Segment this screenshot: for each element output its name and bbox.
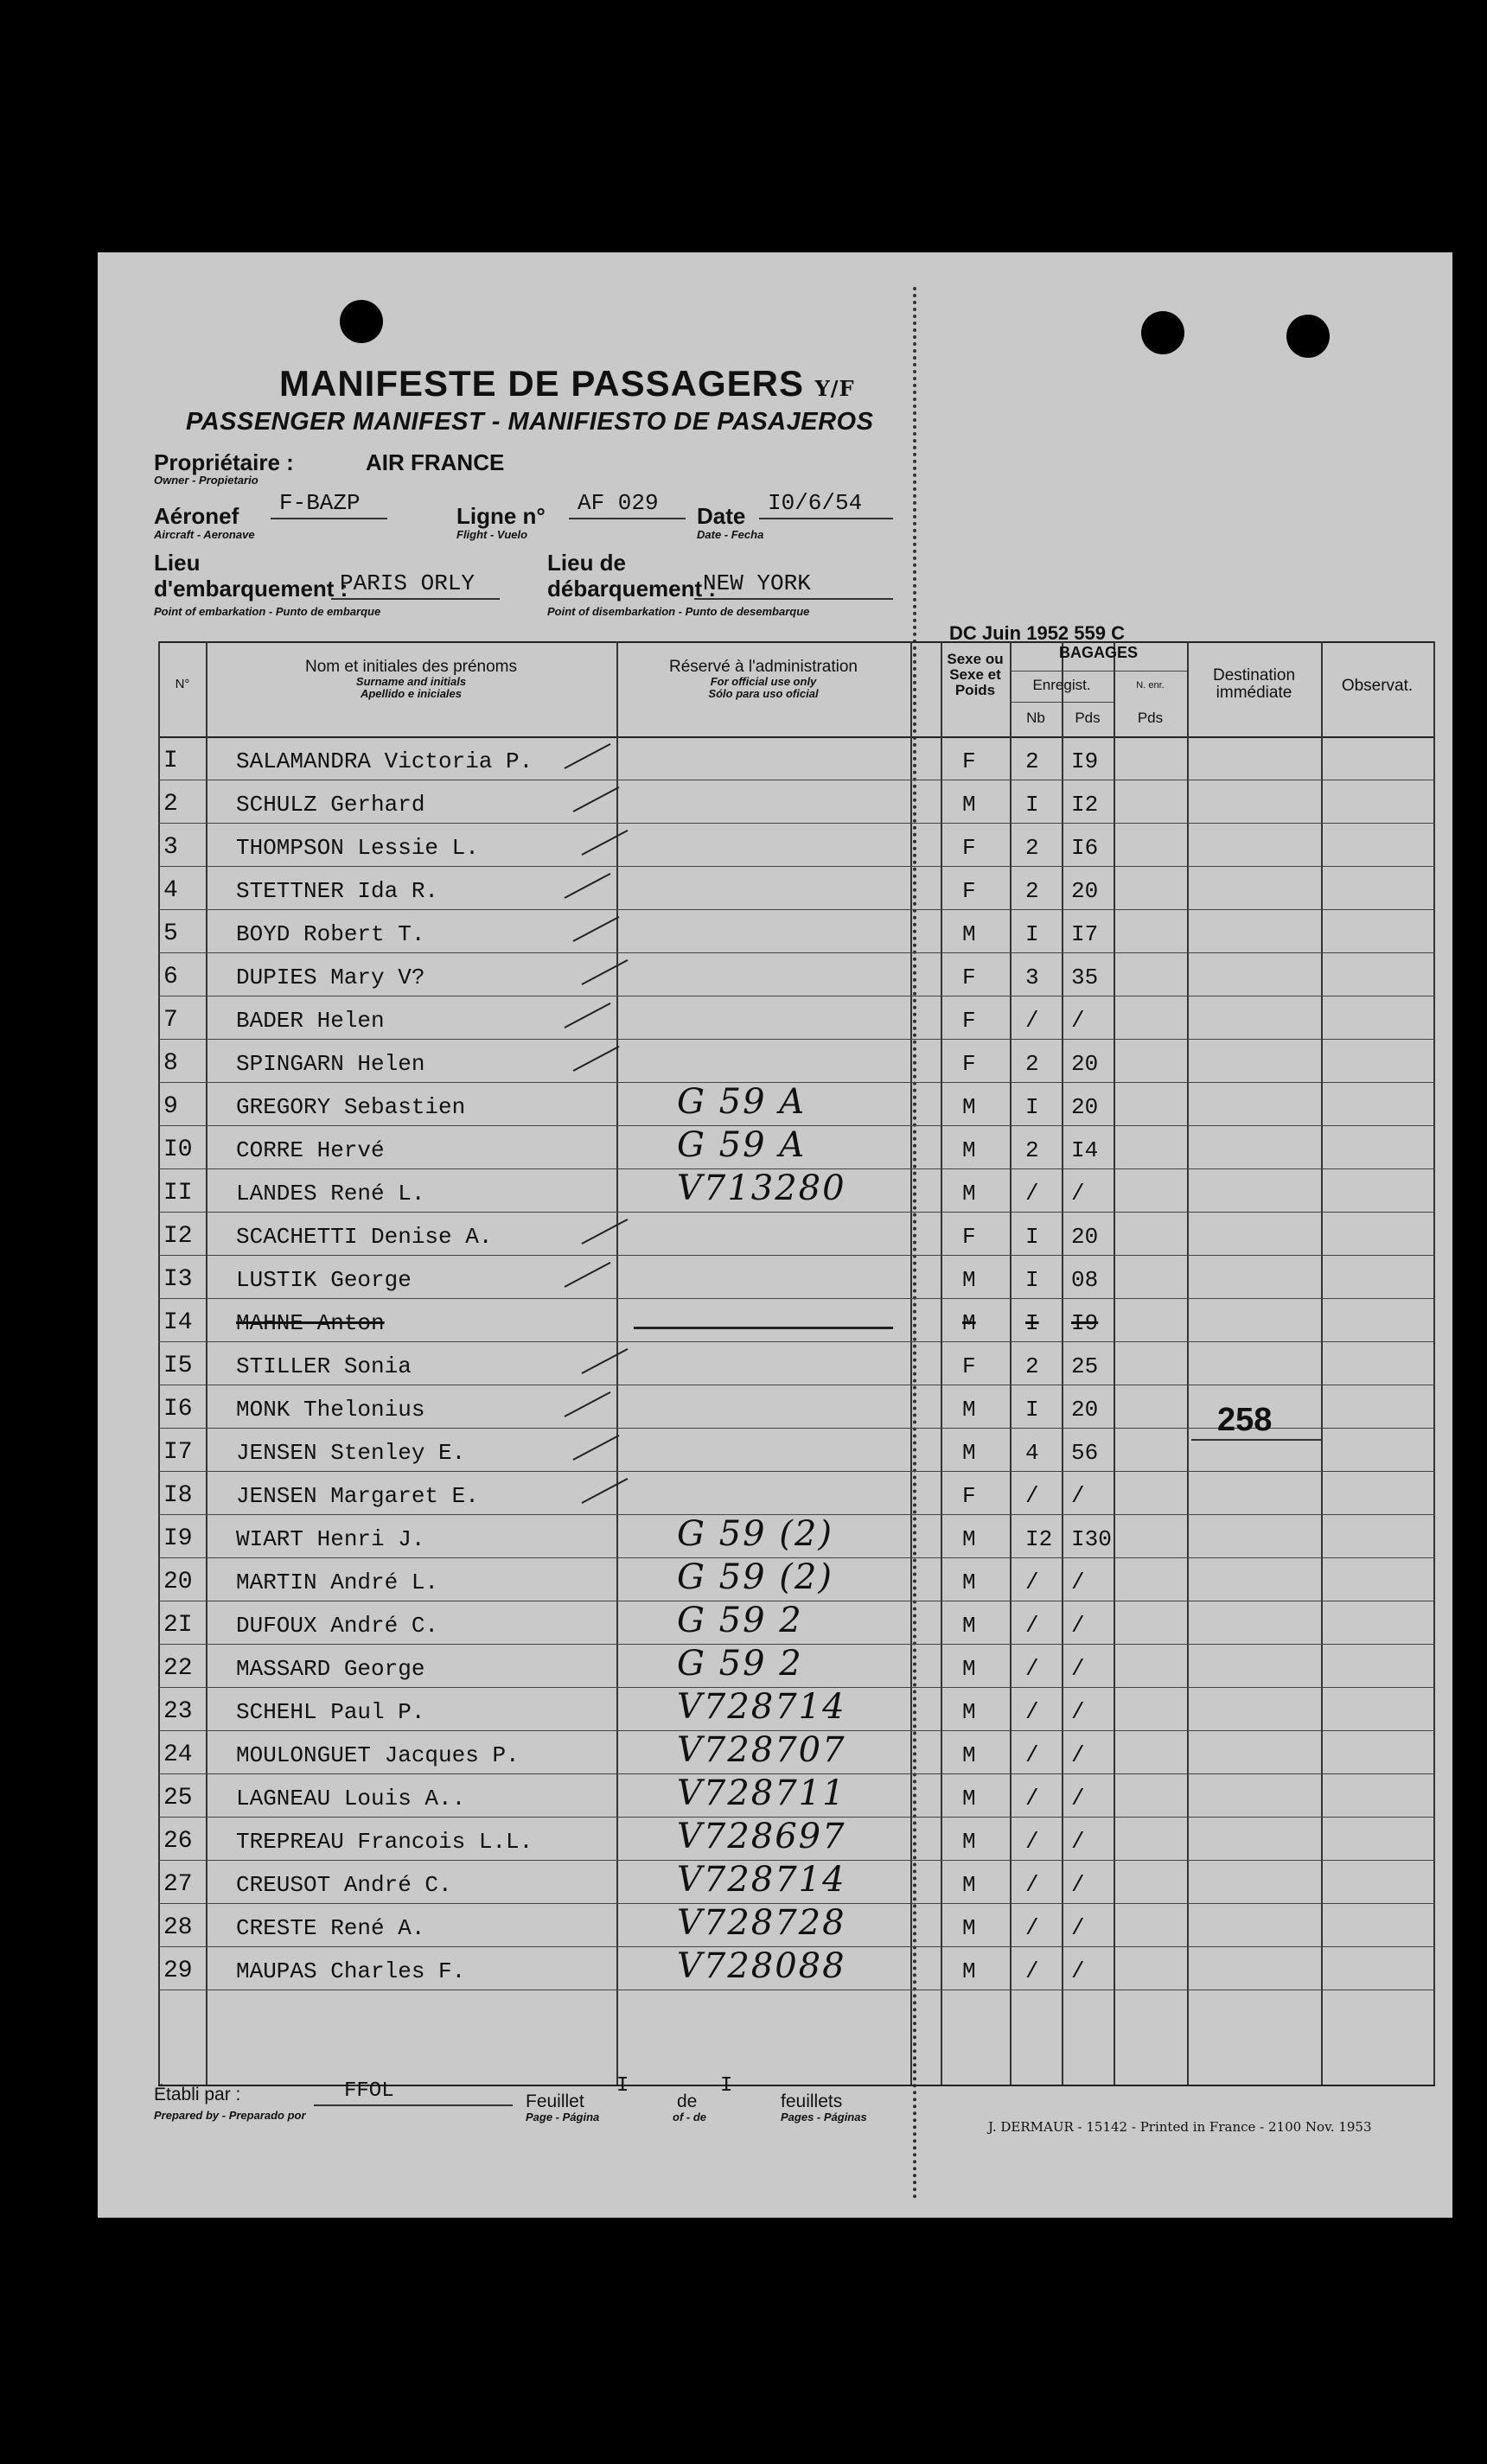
table-row [158,1903,1435,1946]
official-code: G 59 2 [677,1601,803,1640]
baggage-count: 2 [1025,1137,1039,1163]
passenger-name: TREPREAU Francois L.L. [236,1829,533,1855]
baggage-weight: / [1071,1786,1085,1811]
row-number: I7 [163,1439,193,1466]
header-enregist: Enregist. [1032,677,1091,693]
aircraft-value: F-BAZP [279,490,361,516]
aircraft-sub: Aircraft - Aeronave [154,528,255,541]
passenger-sex: M [962,1267,976,1293]
manifest-title [279,363,855,404]
passenger-name: MASSARD George [236,1656,425,1682]
baggage-weight: / [1071,1742,1085,1768]
baggage-weight: I9 [1071,1310,1099,1336]
baggage-count: I2 [1025,1526,1053,1552]
passenger-sex: M [962,1094,976,1120]
de-value: I [720,2074,733,2098]
owner-value: AIR FRANCE [366,449,505,475]
passenger-name: MARTIN André L. [236,1569,439,1595]
baggage-count: 2 [1025,878,1039,904]
official-code: G 59 2 [677,1644,803,1684]
passenger-name: SALAMANDRA Victoria P. [236,748,533,774]
official-code: V728714 [677,1860,846,1900]
baggage-count: / [1025,1483,1039,1509]
row-number: 24 [163,1741,193,1768]
passenger-name: JENSEN Margaret E. [236,1483,479,1509]
baggage-weight: I4 [1071,1137,1099,1163]
passenger-sex: F [962,1051,976,1077]
embark-sub: Point of embarkation - Punto de embarque [154,605,381,618]
row-number: I8 [163,1482,193,1509]
check-mark [565,1391,611,1417]
passenger-sex: M [962,921,976,947]
owner-label: Propriétaire : [154,449,294,475]
check-mark [582,830,629,856]
disembark-label: Lieu de débarquement : [547,550,717,602]
baggage-weight: / [1071,1656,1085,1682]
table-row [158,1860,1435,1903]
table-row [158,1644,1435,1687]
header-nb: Nb [1026,710,1045,726]
row-number: I5 [163,1353,193,1379]
check-mark [573,1435,620,1461]
check-mark [573,1046,620,1072]
official-code: V728697 [677,1817,846,1856]
table-row [158,1687,1435,1730]
table-row [158,1817,1435,1860]
baggage-count: / [1025,1008,1039,1034]
header-admin: Réservé à l'administration For official use only Sólo para uso oficial [669,658,858,700]
disembark-sub: Point of disembarkation - Punto de desembarque [547,605,810,618]
row-number: 4 [163,877,178,904]
baggage-count: / [1025,1181,1039,1207]
passenger-sex: M [962,1613,976,1639]
table-row [158,1125,1435,1168]
row-number: I4 [163,1309,193,1336]
header-observ: Observat. [1341,677,1414,695]
title-text: MANIFESTE DE PASSAGERS [279,363,804,404]
table-row [158,1039,1435,1082]
passenger-name: MOULONGUET Jacques P. [236,1742,520,1768]
passenger-sex: F [962,1224,976,1250]
baggage-weight: 56 [1071,1440,1099,1466]
baggage-weight: / [1071,1958,1085,1984]
check-mark [582,1348,629,1374]
row-number: I2 [163,1223,193,1250]
baggage-count: / [1025,1786,1039,1811]
feuillet-sub: Page - Página [526,2111,600,2123]
manifest-sheet [98,252,1452,2218]
baggage-count: / [1025,1656,1039,1682]
punch-hole [1141,311,1184,354]
passenger-table [158,641,1435,2085]
check-mark [565,1003,611,1028]
baggage-count: 2 [1025,748,1039,774]
baggage-count: / [1025,1613,1039,1639]
row-number: 8 [163,1050,178,1077]
passenger-name: SPINGARN Helen [236,1051,425,1077]
passenger-name: MAUPAS Charles F. [236,1958,466,1984]
passenger-name: STETTNER Ida R. [236,878,439,904]
baggage-weight: I6 [1071,835,1099,861]
table-row [158,1298,1435,1341]
row-number: I6 [163,1396,193,1423]
passenger-sex: M [962,1181,976,1207]
official-code: G 59 A [677,1125,807,1165]
printer-credit: J. DERMAUR - 15142 - Printed in France - 2100 Nov. 1953 [988,2119,1372,2135]
row-number: 20 [163,1569,193,1595]
feuillets-sub: Pages - Páginas [781,2111,867,2123]
header-pds: Pds [1075,710,1101,726]
date-label: Date [697,503,746,529]
passenger-name: THOMPSON Lessie L. [236,835,479,861]
baggage-count: I [1025,921,1039,947]
passenger-name: WIART Henri J. [236,1526,425,1552]
baggage-count: I [1025,1310,1039,1336]
baggage-weight: 35 [1071,965,1099,990]
baggage-weight: / [1071,1829,1085,1855]
feuillet-label: Feuillet [526,2092,584,2111]
baggage-weight: / [1071,1872,1085,1898]
passenger-sex: M [962,792,976,818]
check-mark [582,959,629,985]
baggage-weight: 20 [1071,1094,1099,1120]
passenger-sex: M [962,1569,976,1595]
baggage-count: / [1025,1872,1039,1898]
official-code: V713280 [677,1168,846,1208]
row-number: II [163,1180,193,1207]
table-row [158,1730,1435,1773]
header-sex: Sexe ou Sexe et Poids [947,651,1004,698]
passenger-name: JENSEN Stenley E. [236,1440,466,1466]
passenger-name: SCACHETTI Denise A. [236,1224,493,1250]
embark-value: PARIS ORLY [340,570,475,596]
passenger-name: DUPIES Mary V? [236,965,425,990]
table-row [158,1946,1435,1990]
row-number: 6 [163,964,178,990]
row-number: I9 [163,1525,193,1552]
punch-hole [1286,315,1330,358]
table-row [158,1212,1435,1255]
passenger-sex: M [962,1786,976,1811]
baggage-count: I [1025,1397,1039,1423]
table-row [158,823,1435,866]
row-number: 23 [163,1698,193,1725]
row-number: 3 [163,834,178,861]
baggage-count: I [1025,792,1039,818]
baggage-weight: 25 [1071,1353,1099,1379]
baggage-count: / [1025,1742,1039,1768]
passenger-sex: M [962,1137,976,1163]
table-row [158,1557,1435,1601]
table-row [158,1082,1435,1125]
baggage-weight: / [1071,1008,1085,1034]
row-number: 22 [163,1655,193,1682]
baggage-count: / [1025,1699,1039,1725]
table-row [158,952,1435,996]
table-row [158,1773,1435,1817]
passenger-name: CRESTE René A. [236,1915,425,1941]
passenger-sex: M [962,1829,976,1855]
date-sub: Date - Fecha [697,528,764,541]
check-mark [573,916,620,942]
baggage-count: 3 [1025,965,1039,990]
passenger-name: LANDES René L. [236,1181,425,1207]
passenger-sex: F [962,835,976,861]
punch-hole [340,300,383,343]
owner-sub: Owner - Propietario [154,474,258,487]
baggage-weight: I9 [1071,748,1099,774]
passenger-sex: F [962,748,976,774]
feuillet-value: I [616,2074,629,2098]
official-code: V728714 [677,1687,846,1727]
passenger-name: BOYD Robert T. [236,921,425,947]
passenger-name: BADER Helen [236,1008,385,1034]
passenger-name: LAGNEAU Louis A.. [236,1786,466,1811]
baggage-weight: / [1071,1613,1085,1639]
check-mark [573,786,620,812]
disembark-value: NEW YORK [703,570,811,596]
table-row [158,736,1435,780]
baggage-weight: / [1071,1483,1085,1509]
official-code: G 59 (2) [677,1557,833,1597]
passenger-name: MONK Thelonius [236,1397,425,1423]
row-number: I0 [163,1136,193,1163]
row-number: 2 [163,791,178,818]
header-name: Nom et initiales des prénoms Surname and initials Apellido e iniciales [305,658,517,700]
prepared-sub: Prepared by - Preparado por [154,2109,306,2122]
baggage-weight: I30 [1071,1526,1112,1552]
baggage-weight: / [1071,1915,1085,1941]
check-mark [582,1219,629,1245]
row-number: I3 [163,1266,193,1293]
date-value: I0/6/54 [768,490,863,516]
baggage-count: 4 [1025,1440,1039,1466]
official-code: V728728 [677,1903,846,1943]
header-destination: Destination immédiate [1212,666,1296,702]
passenger-sex: F [962,878,976,904]
baggage-weight: 20 [1071,1051,1099,1077]
manifest-subtitle: PASSENGER MANIFEST - MANIFIESTO DE PASAJEROS [186,408,874,436]
embark-label: Lieu d'embarquement : [154,550,348,602]
check-mark [582,1478,629,1504]
prepared-label: Établi par : [154,2085,241,2104]
baggage-count: / [1025,1915,1039,1941]
passenger-name: CORRE Hervé [236,1137,385,1163]
row-number: 7 [163,1007,178,1034]
baggage-weight: / [1071,1181,1085,1207]
row-number: 27 [163,1871,193,1898]
baggage-count: I [1025,1224,1039,1250]
passenger-name: GREGORY Sebastien [236,1094,466,1120]
passenger-sex: F [962,1008,976,1034]
check-mark [565,873,611,899]
table-row [158,1168,1435,1212]
row-number: 28 [163,1914,193,1941]
passenger-sex: M [962,1440,976,1466]
passenger-name: LUSTIK George [236,1267,412,1293]
table-row [158,909,1435,952]
passenger-sex: F [962,965,976,990]
flight-sub: Flight - Vuelo [456,528,528,541]
passenger-sex: M [962,1397,976,1423]
row-number: 25 [163,1785,193,1811]
official-code: G 59 (2) [677,1514,833,1554]
table-row [158,1255,1435,1298]
baggage-weight: 20 [1071,1397,1099,1423]
baggage-weight: I2 [1071,792,1099,818]
check-mark [565,1262,611,1288]
baggage-count: / [1025,1569,1039,1595]
passenger-sex: M [962,1656,976,1682]
baggage-weight: 20 [1071,878,1099,904]
table-row [158,780,1435,823]
passenger-name: SCHULZ Gerhard [236,792,425,818]
destination-note: 258 [1217,1402,1273,1438]
de-label: de [677,2092,698,2111]
passenger-name: STILLER Sonia [236,1353,412,1379]
baggage-weight: / [1071,1699,1085,1725]
passenger-name: SCHEHL Paul P. [236,1699,425,1725]
flight-label: Ligne n° [456,503,546,529]
passenger-name: MAHNE Anton [236,1310,385,1336]
passenger-name: DUFOUX André C. [236,1613,439,1639]
row-number: 26 [163,1828,193,1855]
header-nonenr: N. enr. [1136,680,1165,691]
header-bagages: BAGAGES [1058,644,1138,661]
table-row [158,866,1435,909]
passenger-sex: M [962,1872,976,1898]
passenger-sex: M [962,1742,976,1768]
passenger-sex: M [962,1526,976,1552]
official-code: G 59 A [677,1082,807,1122]
table-row [158,996,1435,1039]
feuillets-label: feuillets [781,2092,843,2111]
baggage-weight: I7 [1071,921,1099,947]
official-code: V728711 [677,1773,846,1813]
table-row [158,1341,1435,1385]
passenger-name: CREUSOT André C. [236,1872,452,1898]
passenger-sex: M [962,1958,976,1984]
baggage-count: 2 [1025,1051,1039,1077]
passenger-sex: M [962,1915,976,1941]
de-sub: of - de [673,2111,706,2123]
header-no: N° [175,677,190,691]
table-row [158,1601,1435,1644]
aircraft-label: Aéronef [154,503,239,529]
official-code: V728088 [677,1946,846,1986]
baggage-count: 2 [1025,1353,1039,1379]
baggage-count: / [1025,1958,1039,1984]
baggage-count: / [1025,1829,1039,1855]
title-suffix: Y/F [814,376,855,401]
row-number: 9 [163,1093,178,1120]
baggage-weight: 20 [1071,1224,1099,1250]
table-row [158,1514,1435,1557]
passenger-sex: F [962,1483,976,1509]
row-number: I [163,748,178,774]
passenger-sex: M [962,1699,976,1725]
check-mark [565,743,611,769]
flight-value: AF 029 [578,490,659,516]
baggage-count: I [1025,1267,1039,1293]
header-pds2: Pds [1137,710,1164,726]
passenger-sex: F [962,1353,976,1379]
official-code: V728707 [677,1730,846,1770]
baggage-count: I [1025,1094,1039,1120]
row-number: 2I [163,1612,193,1639]
baggage-weight: 08 [1071,1267,1099,1293]
passenger-sex: M [962,1310,976,1336]
row-number: 5 [163,920,178,947]
baggage-count: 2 [1025,835,1039,861]
table-row [158,1471,1435,1514]
form-id: DC Juin 1952 559 C [949,622,1125,644]
baggage-weight: / [1071,1569,1085,1595]
prepared-value: FFOL [344,2079,394,2103]
row-number: 29 [163,1958,193,1984]
